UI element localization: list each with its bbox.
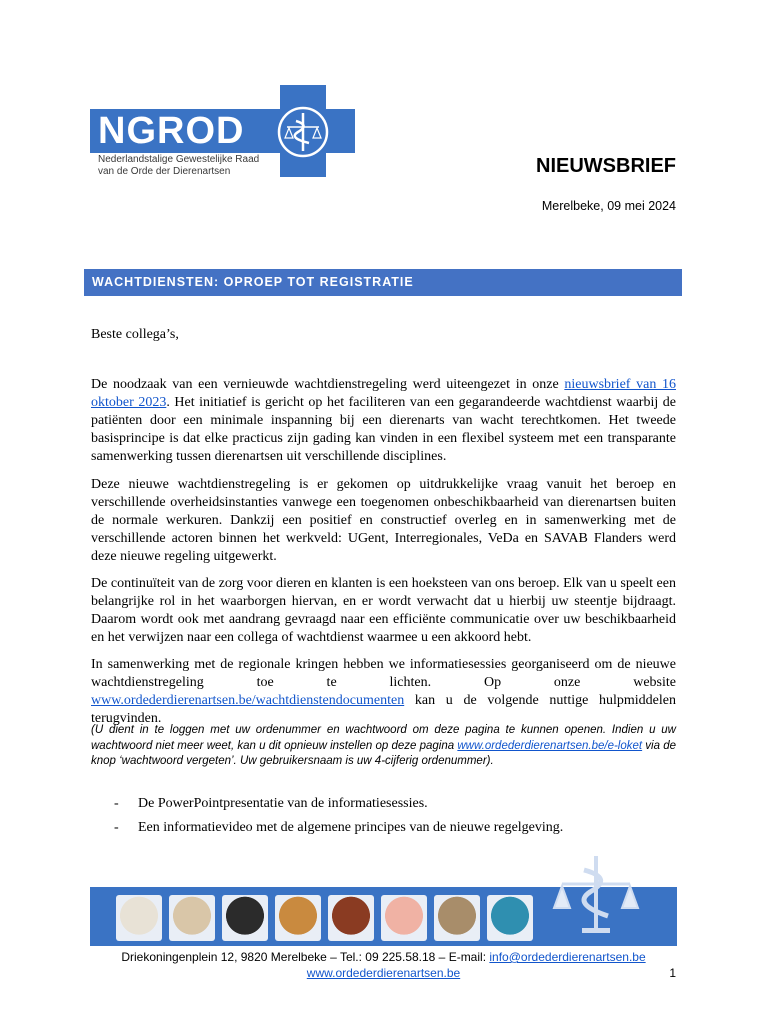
horse-photo (275, 895, 321, 941)
cow-photo (222, 895, 268, 941)
documents-link[interactable]: www.ordederdierenartsen.be/wachtdienstendocumenten (91, 693, 405, 708)
ngrod-logo (90, 85, 355, 177)
caduceus-scale-icon (276, 105, 330, 159)
paragraph-4-text-a: In samenwerking met de regionale kringen hebben we informatiesessies georganiseerd om de nieuwe wachtdienstregeling toe te lichten. Op onze website (91, 657, 676, 690)
dog-photo (116, 895, 162, 941)
logo-acronym: NGROD (98, 110, 245, 152)
salutation: Beste collega’s, (91, 327, 179, 342)
paragraph-4-text-b: kan u de volgende nuttige hulpmiddelen terugvinden. (91, 693, 676, 726)
paragraph-3: De continuïteit van de zorg voor dieren en klanten is een hoeksteen van ons beroep. Elk van u speelt een belangrijke rol in het waarborgen hiervan, en er wordt verwacht dat u hierbij uw steentje bijdraagt. Daarom wordt ook met aandrang gevraagd naar een efficiënte communicatie over uw beschikbaarheid en het verwijzen naar een collega of wachtdienst waarmee u een akkoord hebt. (91, 576, 676, 645)
section-banner (84, 269, 682, 296)
login-note (91, 723, 676, 770)
page-number: 1 (669, 966, 676, 980)
list-item-text: De PowerPointpresentatie van de informatiesessies. (138, 796, 428, 811)
chicken-photo (328, 895, 374, 941)
paragraph-1-text-a: De noodzaak van een vernieuwde wachtdienstregeling werd uiteengezet in onze (91, 377, 565, 392)
logo-subtitle-line2: van de Orde der Dierenartsen (98, 166, 231, 177)
login-note-text-a: (U dient in te loggen met uw ordenummer en wachtwoord om deze pagina te kunnen openen. Indien u uw wachtwoord niet meer weet, kan u dit opnieuw instellen op deze pagina (91, 724, 676, 752)
website-link[interactable]: www.ordederdierenartsen.be (306, 966, 461, 980)
section-banner-title: WACHTDIENSTEN: OPROEP TOT REGISTRATIE (92, 275, 414, 289)
fish-photo (487, 895, 533, 941)
footer-address (90, 950, 677, 964)
newsletter-link[interactable]: nieuwsbrief van 16 oktober 2023 (91, 377, 676, 410)
paragraph-2: Deze nieuwe wachtdienstregeling is er gekomen op uitdrukkelijke vraag vanuit het beroep en verschillende overheidsinstanties vanwege een toegenomen onbeschikbaarheid van dierenartsen buiten de normale werkuren. Dankzij een positief en constructief overleg en in samenwerking met de verschillende actoren binnen het werkveld: UGent, Interregionales, VeDa en SAVAB Flanders werd deze nieuwe regeling uitgewerkt. (91, 477, 676, 564)
cat-photo (169, 895, 215, 941)
rabbit-photo (434, 895, 480, 941)
newsletter-title: NIEUWSBRIEF (536, 155, 676, 177)
logo-subtitle-line1: Nederlandstalige Gewestelijke Raad (98, 154, 260, 165)
e-loket-link[interactable]: www.ordederdierenartsen.be/e-loket (457, 739, 643, 752)
caduceus-scale-icon (548, 852, 644, 936)
footer-address-text: Driekoningenplein 12, 9820 Merelbeke – Tel.: 09 225.58.18 – E-mail: (121, 950, 490, 964)
email-link[interactable]: info@ordederdierenartsen.be (489, 950, 646, 964)
list-item-text: Een informatievideo met de algemene principes van de nieuwe regelgeving. (138, 820, 564, 835)
pig-photo (381, 895, 427, 941)
bullet-marker: - (114, 820, 119, 835)
paragraph-1-text-b: . Het initiatief is gericht op het faciliteren van een gegarandeerde wachtdienst waarbij de patiënten door een minimale inspanning bij een dierenarts van wacht terechtkomen. Het tweede basisprincipe is dat elke practicus zijn gading kan vinden in een flexibel systeem met een transparante samenwerking tussen dierenartsen uit verschillende disciplines. (91, 395, 676, 464)
paragraph-4 (91, 656, 676, 728)
bullet-marker: - (114, 796, 119, 811)
login-note-text-b: via de knop ‘wachtwoord vergeten’. Uw gebruikersnaam is uw 4-cijferig ordenummer). (91, 739, 676, 767)
newsletter-date: Merelbeke, 09 mei 2024 (541, 199, 676, 213)
logo-subtitle (98, 154, 259, 178)
paragraph-1 (91, 376, 676, 466)
